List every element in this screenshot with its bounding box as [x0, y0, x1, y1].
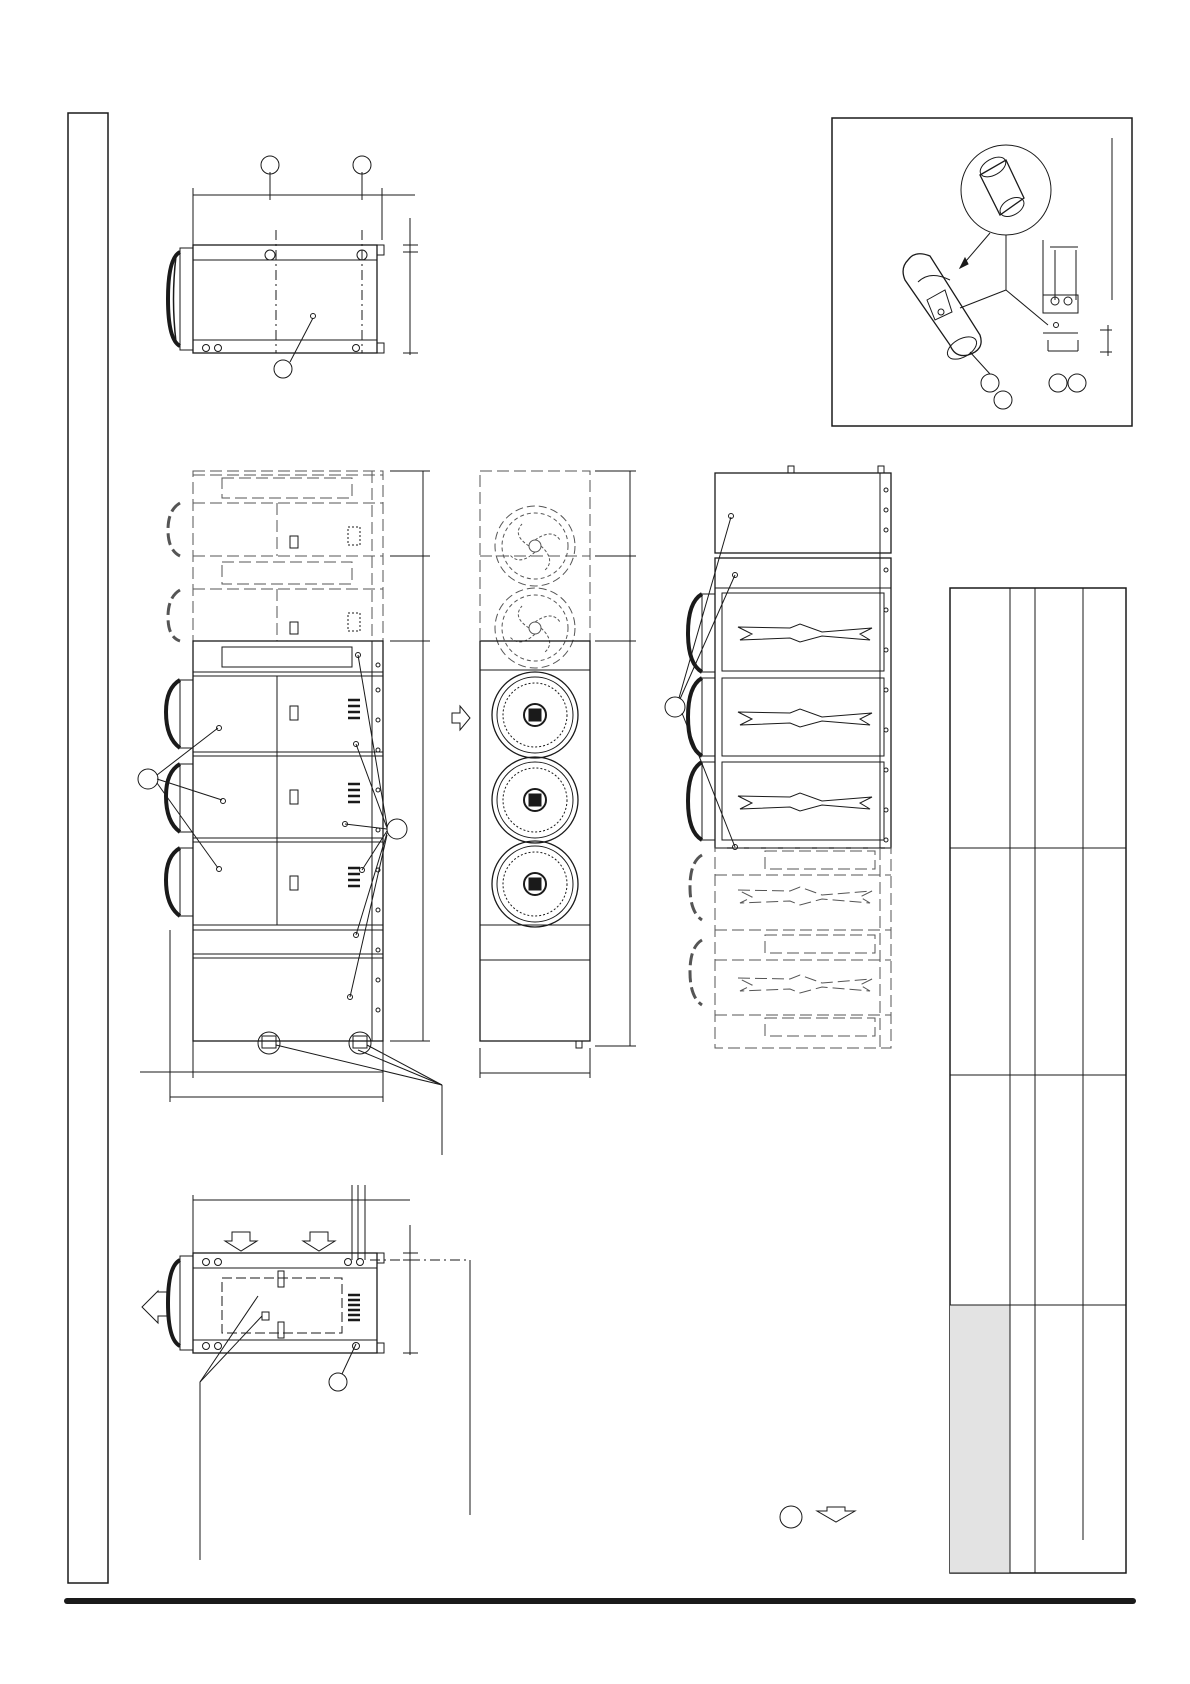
top-plan-view — [168, 156, 418, 378]
callout-circle — [138, 769, 158, 789]
fan-3 — [492, 841, 578, 927]
callout-circle — [261, 156, 279, 174]
left-border-strip — [68, 113, 108, 1583]
callout-circle — [994, 391, 1012, 409]
callout-circle — [1049, 374, 1067, 392]
left-elevation-view — [138, 471, 442, 1155]
left-arrow-icon — [142, 1291, 167, 1323]
detail-box — [832, 118, 1132, 426]
fan-optional-2 — [495, 588, 575, 668]
callout-circle — [981, 374, 999, 392]
callout-circle — [329, 1373, 347, 1391]
fan-1 — [492, 672, 578, 758]
legend — [780, 1506, 855, 1528]
down-arrow-icon — [225, 1232, 257, 1251]
front-fan-view — [452, 471, 636, 1078]
right-side-view — [665, 466, 891, 1048]
flow-direction-arrow-icon — [817, 1507, 855, 1522]
down-arrow-icon — [303, 1232, 335, 1251]
callout-circle — [274, 360, 292, 378]
title-block — [950, 588, 1126, 1573]
foot-callout-circle — [258, 1032, 280, 1054]
magnified-detail-circle — [961, 145, 1051, 235]
fan-2 — [492, 757, 578, 843]
fan-optional-1 — [495, 506, 575, 586]
callout-circle — [387, 819, 407, 839]
bottom-plan-view — [142, 1185, 470, 1560]
callout-circle — [1068, 374, 1086, 392]
flow-arrow-icon — [452, 706, 470, 730]
callout-circle — [353, 156, 371, 174]
legend-callout-circle — [780, 1506, 802, 1528]
